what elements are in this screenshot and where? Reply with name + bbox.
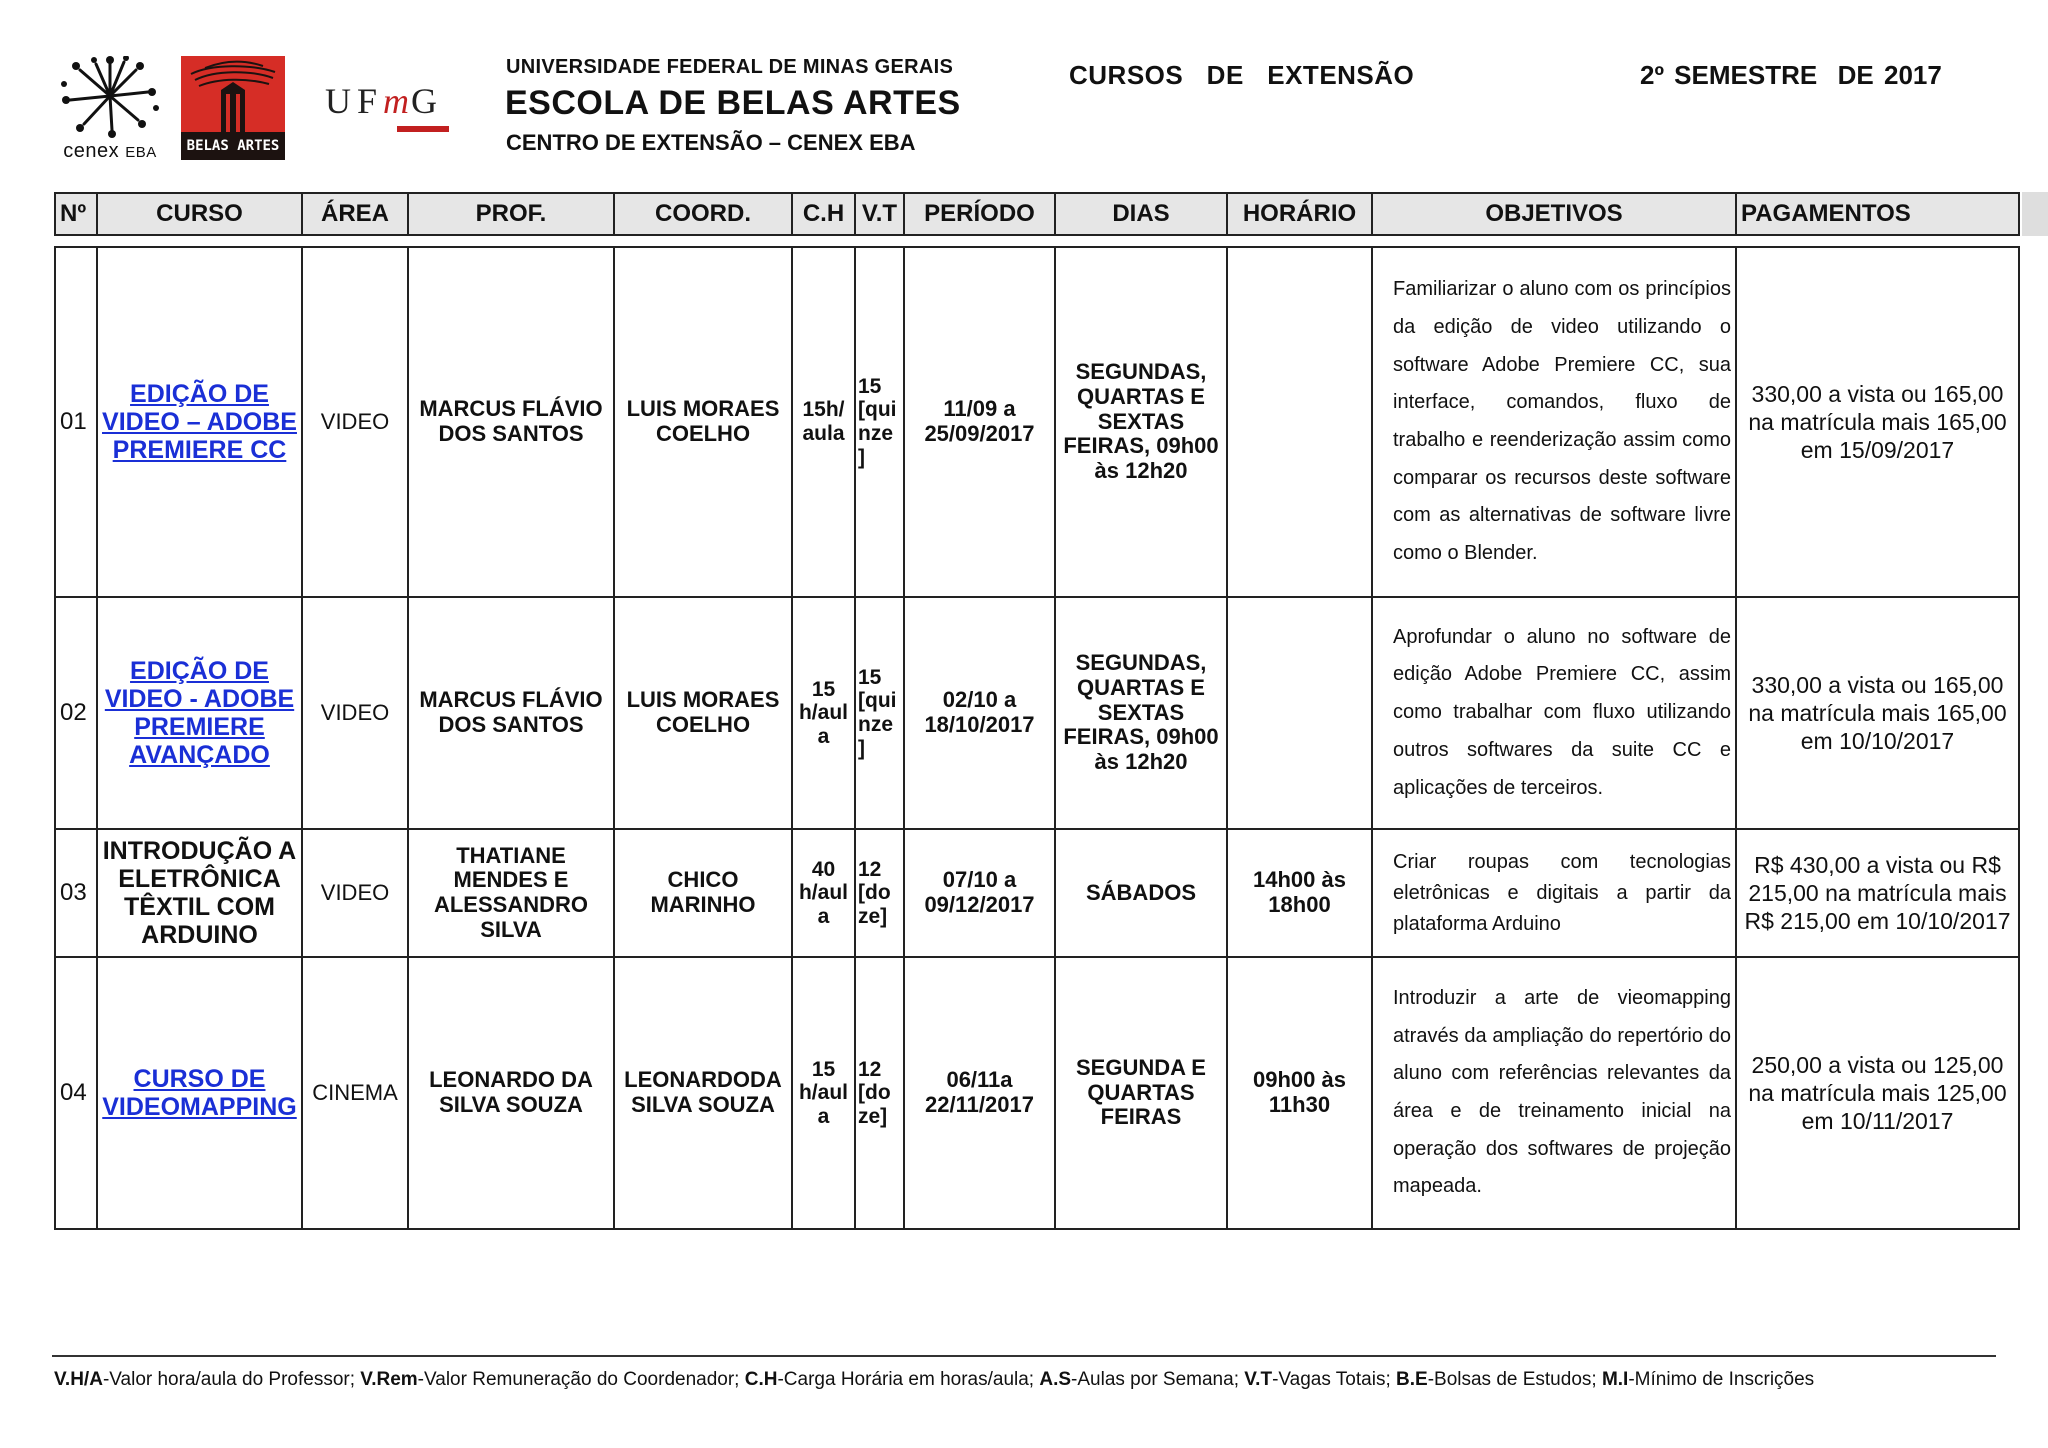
column-header-num: Nº <box>56 194 98 234</box>
legend-abbr: M.I <box>1601 1369 1629 1390</box>
course-coordinator: LUIS MORAES COELHO <box>615 598 793 828</box>
center-name: CENTRO DE EXTENSÃO – CENEX EBA <box>506 130 916 155</box>
course-vacancies: 12 [do ze] <box>856 830 905 956</box>
legend-abbr: C.H <box>744 1369 778 1390</box>
course-workload: 15h/ aula <box>793 248 856 596</box>
course-link[interactable]: CURSO DE VIDEOMAPPING <box>102 1065 297 1121</box>
section-title: CURSOS DE EXTENSÃO <box>1069 60 1415 90</box>
cenex-eba-logo <box>52 56 168 166</box>
course-number: 01 <box>56 248 98 596</box>
course-coordinator: LEONARDODA SILVA SOUZA <box>615 958 793 1228</box>
course-days: SEGUNDA E QUARTAS FEIRAS <box>1056 958 1228 1228</box>
course-payments: 330,00 a vista ou 165,00 na matrícula mais 165,00 em 15/09/2017 <box>1748 380 2007 464</box>
course-professor: MARCUS FLÁVIO DOS SANTOS <box>409 598 615 828</box>
course-vacancies: 12 [do ze] <box>856 958 905 1228</box>
course-payments: 330,00 a vista ou 165,00 na matrícula mais 165,00 em 10/10/2017 <box>1748 671 2007 755</box>
legend-abbr: A.S <box>1039 1369 1072 1390</box>
course-schedule <box>1228 248 1373 596</box>
course-schedule: 14h00 às 18h00 <box>1228 830 1373 956</box>
course-title: INTRODUÇÃO A ELETRÔNICA TÊXTIL COM ARDUINO <box>102 837 297 949</box>
course-workload: 15 h/aul a <box>793 598 856 828</box>
table-row <box>56 598 2018 830</box>
cenex-wordmark: cenex EBA <box>63 140 157 162</box>
course-objectives: Criar roupas com tecnologias eletrônicas e digitais a partir da plataforma Arduino <box>1373 830 1737 956</box>
courses-table <box>54 246 2020 1230</box>
course-link[interactable]: EDIÇÃO DE VIDEO – ADOBE PREMIERE CC <box>102 380 297 464</box>
legend-abbr: B.E <box>1396 1369 1428 1390</box>
legend-desc: -Aulas por Semana; <box>1071 1369 1245 1390</box>
footer-divider <box>52 1355 1996 1357</box>
course-objectives: Familiarizar o aluno com os princípios da edição de video utilizando o software Adobe Premiere CC, sua interface, comandos, fluxo de trabalho e reenderização assim como comparar os recursos deste software com as alternativas de software livre como o Blender. <box>1373 248 1737 596</box>
course-coordinator: LUIS MORAES COELHO <box>615 248 793 596</box>
course-title-cell <box>98 830 303 956</box>
column-header-ch: C.H <box>793 194 856 234</box>
ufmg-underline <box>397 126 449 132</box>
column-header-area: ÁREA <box>303 194 409 234</box>
course-number: 03 <box>56 830 98 956</box>
course-period: 02/10 a 18/10/2017 <box>905 598 1056 828</box>
course-payments: R$ 430,00 a vista ou R$ 215,00 na matrícula mais R$ 215,00 em 10/10/2017 <box>1744 851 2011 935</box>
semester-label: 2º SEMESTRE DE 2017 <box>1640 60 1942 90</box>
pencil-brush-icon <box>181 56 285 132</box>
starburst-icon <box>52 56 168 138</box>
course-number: 02 <box>56 598 98 828</box>
column-header-prof: PROF. <box>409 194 615 234</box>
course-days: SÁBADOS <box>1056 830 1228 956</box>
school-name: ESCOLA DE BELAS ARTES <box>505 84 961 122</box>
course-area: VIDEO <box>303 830 409 956</box>
course-objectives: Introduzir a arte de vieomapping através da ampliação do repertório do aluno com referências relevantes da área e de treinamento inicial na operação dos softwares de projeção mapeada. <box>1373 958 1737 1228</box>
course-area: VIDEO <box>303 598 409 828</box>
legend-abbr: V.H/A <box>54 1369 103 1390</box>
course-workload: 15 h/aul a <box>793 958 856 1228</box>
column-header-periodo: PERÍODO <box>905 194 1056 234</box>
table-row <box>56 958 2018 1228</box>
course-objectives: Aprofundar o aluno no software de edição Adobe Premiere CC, assim como trabalhar com fluxo utilizando outros softwares da suite CC e aplicações de terceiros. <box>1373 598 1737 828</box>
column-header-vt: V.T <box>856 194 905 234</box>
legend-desc: -Vagas Totais; <box>1272 1369 1396 1390</box>
course-period: 06/11a 22/11/2017 <box>905 958 1056 1228</box>
course-workload: 40 h/aul a <box>793 830 856 956</box>
course-professor: THATIANE MENDES E ALESSANDRO SILVA <box>409 830 615 956</box>
course-days: SEGUNDAS, QUARTAS E SEXTAS FEIRAS, 09h00 às 12h20 <box>1056 248 1228 596</box>
legend-desc: -Bolsas de Estudos; <box>1427 1369 1602 1390</box>
course-coordinator: CHICO MARINHO <box>615 830 793 956</box>
legend-abbr: V.T <box>1244 1369 1273 1390</box>
column-header-objetivos: OBJETIVOS <box>1373 194 1737 234</box>
course-professor: MARCUS FLÁVIO DOS SANTOS <box>409 248 615 596</box>
course-number: 04 <box>56 958 98 1228</box>
ufmg-logo: UFmG <box>325 80 443 122</box>
table-header-row <box>54 192 2020 236</box>
legend-desc: -Valor hora/aula do Professor; <box>102 1369 361 1390</box>
footer-legend <box>54 1369 1814 1391</box>
course-link[interactable]: EDIÇÃO DE VIDEO - ADOBE PREMIERE AVANÇADO <box>104 657 295 769</box>
legend-desc: -Valor Remuneração do Coordenador; <box>417 1369 745 1390</box>
header-edge-tab <box>2022 192 2048 236</box>
course-days: SEGUNDAS, QUARTAS E SEXTAS FEIRAS, 09h00 às 12h20 <box>1056 598 1228 828</box>
column-header-coord: COORD. <box>615 194 793 234</box>
legend-desc: -Mínimo de Inscrições <box>1628 1369 1815 1390</box>
table-row <box>56 248 2018 598</box>
table-row <box>56 830 2018 958</box>
column-header-horario: HORÁRIO <box>1228 194 1373 234</box>
university-name: UNIVERSIDADE FEDERAL DE MINAS GERAIS <box>506 56 954 78</box>
belas-artes-logo <box>181 56 285 160</box>
course-schedule <box>1228 598 1373 828</box>
course-title-cell <box>98 248 303 596</box>
course-area: VIDEO <box>303 248 409 596</box>
course-vacancies: 15 [qui nze ] <box>856 598 905 828</box>
course-schedule: 09h00 às 11h30 <box>1228 958 1373 1228</box>
course-payments: 250,00 a vista ou 125,00 na matrícula mais 125,00 em 10/11/2017 <box>1748 1051 2007 1135</box>
belas-artes-label: BELAS ARTES <box>181 132 285 160</box>
legend-desc: -Carga Horária em horas/aula; <box>777 1369 1040 1390</box>
column-header-curso: CURSO <box>98 194 303 234</box>
course-title-cell <box>98 598 303 828</box>
course-vacancies: 15 [qui nze ] <box>856 248 905 596</box>
course-title-cell <box>98 958 303 1228</box>
course-period: 07/10 a 09/12/2017 <box>905 830 1056 956</box>
column-header-pagamentos: PAGAMENTOS <box>1741 200 1911 227</box>
legend-abbr: V.Rem <box>360 1369 418 1390</box>
course-period: 11/09 a 25/09/2017 <box>905 248 1056 596</box>
course-area: CINEMA <box>303 958 409 1228</box>
course-professor: LEONARDO DA SILVA SOUZA <box>409 958 615 1228</box>
column-header-dias: DIAS <box>1056 194 1228 234</box>
